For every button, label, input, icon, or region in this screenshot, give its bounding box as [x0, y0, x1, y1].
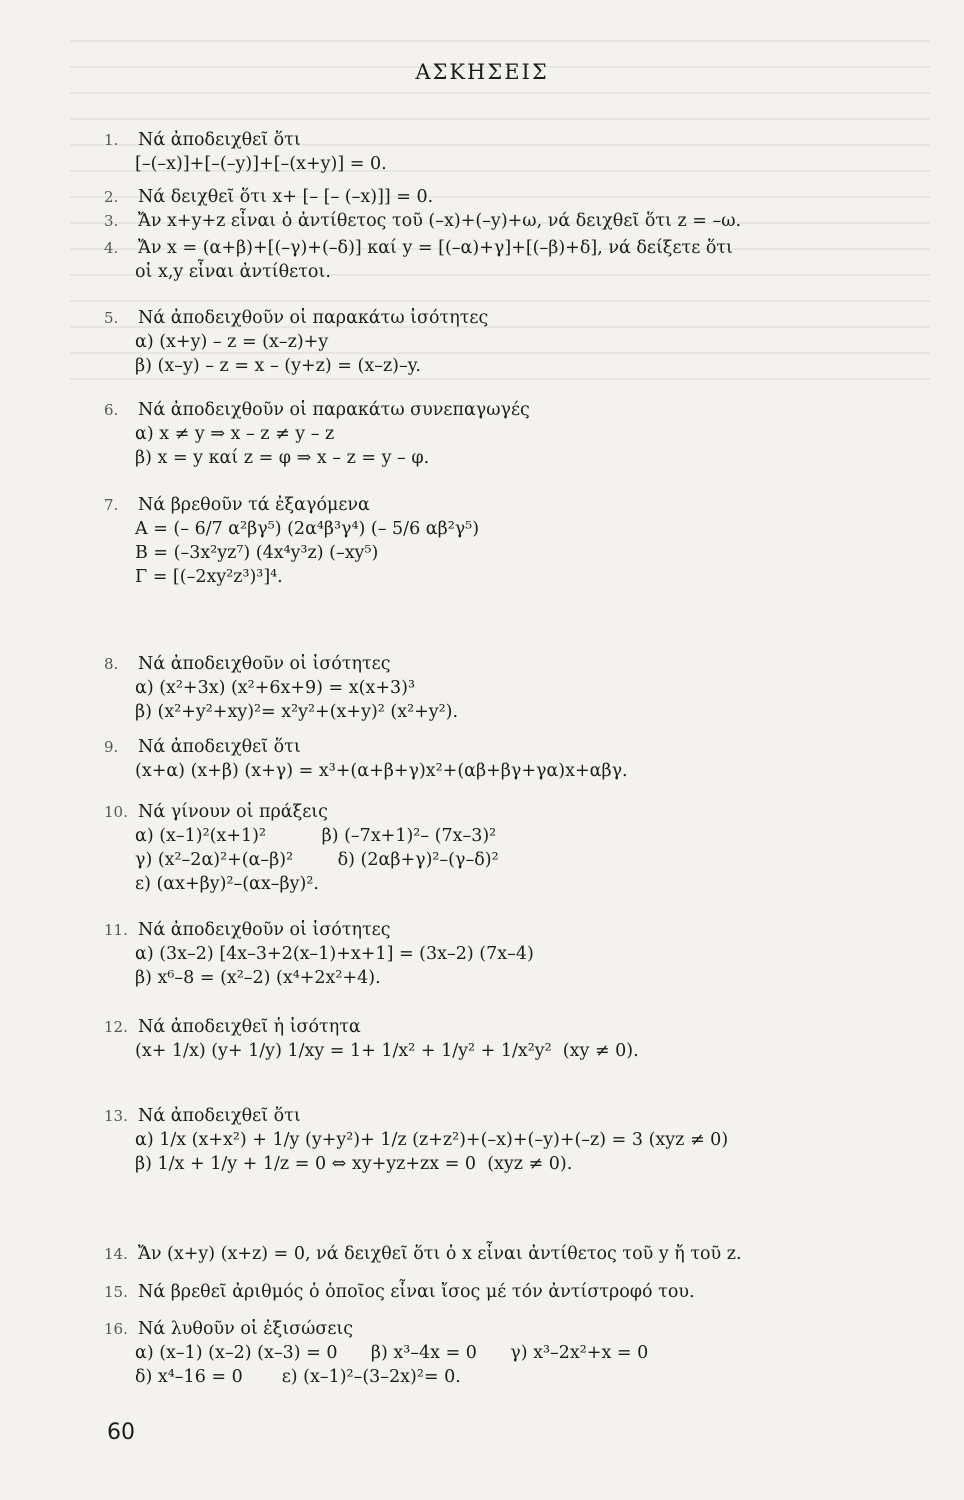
exercise-formula: α) x ≠ y ⇒ x – z ≠ y – z [135, 424, 335, 444]
exercise-statement: Νά βρεθοῦν τά ἐξαγόμενα [138, 495, 370, 515]
exercise-6 [104, 398, 934, 470]
exercise-14 [104, 1242, 934, 1266]
exercise-statement: Νά ἀποδειχθεῖ ὅτι [138, 1106, 301, 1126]
exercise-statement: Ἄν x+y+z εἶναι ὁ ἀντίθετος τοῦ (–x)+(–y)+ω, νά δειχθεῖ ὅτι z = –ω. [138, 211, 742, 231]
exercise-11 [104, 918, 934, 990]
exercise-formula: Β = (–3x²yz⁷) (4x⁴y³z) (–xy⁵) [135, 543, 379, 563]
exercise-number: 4. [104, 239, 119, 257]
exercise-formula: γ) (x²–2α)²+(α–β)² δ) (2αβ+γ)²–(γ–δ)² [135, 850, 499, 870]
exercise-formula: α) (3x–2) [4x–3+2(x–1)+x+1] = (3x–2) (7x–4) [135, 944, 534, 964]
exercise-statement: Ἄν (x+y) (x+z) = 0, νά δειχθεῖ ὅτι ὁ x εἶναι ἀντίθετος τοῦ y ἤ τοῦ z. [138, 1244, 742, 1264]
exercise-16 [104, 1317, 934, 1389]
exercise-formula: Γ = [(–2xy²z³)³]⁴. [135, 567, 283, 587]
exercise-statement: Νά ἀποδειχθεῖ ὅτι [138, 737, 301, 757]
exercise-formula: ε) (αx+βy)²–(αx–βy)². [135, 874, 319, 894]
exercise-statement: Νά ἀποδειχθεῖ ἡ ἰσότητα [138, 1017, 361, 1037]
exercise-number: 7. [104, 496, 119, 514]
exercise-formula: δ) x⁴–16 = 0 ε) (x–1)²–(3–2x)²= 0. [135, 1367, 461, 1387]
exercise-number: 5. [104, 309, 119, 327]
exercise-formula: β) 1/x + 1/y + 1/z = 0 ⇔ xy+yz+zx = 0 (xyz ≠ 0). [135, 1154, 573, 1174]
exercise-number: 11. [104, 921, 128, 939]
exercise-formula: β) (x²+y²+xy)²= x²y²+(x+y)² (x²+y²). [135, 702, 459, 722]
exercise-formula: α) (x–1)²(x+1)² β) (–7x+1)²– (7x–3)² [135, 826, 497, 846]
exercise-number: 3. [104, 212, 119, 230]
exercise-number: 9. [104, 738, 119, 756]
exercise-formula: α) 1/x (x+x²) + 1/y (y+y²)+ 1/z (z+z²)+(–x)+(–y)+(–z) = 3 (xyz ≠ 0) [135, 1130, 729, 1150]
page-title: ΑΣΚΗΣΕΙΣ [415, 60, 549, 84]
page-number: 60 [107, 1420, 135, 1445]
exercise-formula: β) x = y καί z = φ ⇒ x – z = y – φ. [135, 448, 430, 468]
exercise-10 [104, 800, 934, 896]
exercise-formula: (x+ 1/x) (y+ 1/y) 1/xy = 1+ 1/x² + 1/y² + 1/x²y² (xy ≠ 0). [135, 1041, 639, 1061]
exercise-statement: Νά γίνουν οἱ πράξεις [138, 802, 328, 822]
exercise-number: 14. [104, 1245, 128, 1263]
exercise-formula: α) (x²+3x) (x²+6x+9) = x(x+3)³ [135, 678, 415, 698]
exercise-statement: Νά ἀποδειχθοῦν οἱ παρακάτω ἰσότητες [138, 308, 489, 328]
exercise-15 [104, 1280, 934, 1304]
exercise-formula: Α = (– 6/7 α²βγ⁵) (2α⁴β³γ⁴) (– 5/6 αβ²γ⁵) [135, 519, 480, 539]
exercise-number: 10. [104, 803, 128, 821]
exercise-statement: Νά ἀποδειχθοῦν οἱ ἰσότητες [138, 654, 391, 674]
exercise-statement: Νά ἀποδειχθοῦν οἱ ἰσότητες [138, 920, 391, 940]
exercise-formula: α) (x+y) – z = (x–z)+y [135, 332, 329, 352]
exercise-formula: οἱ x,y εἶναι ἀντίθετοι. [135, 262, 331, 282]
exercise-number: 15. [104, 1283, 128, 1301]
exercise-4 [104, 236, 934, 284]
exercise-number: 12. [104, 1018, 128, 1036]
exercise-8 [104, 652, 934, 724]
exercise-formula: α) (x–1) (x–2) (x–3) = 0 β) x³–4x = 0 γ) x³–2x²+x = 0 [135, 1343, 649, 1363]
exercise-statement: Νά ἀποδειχθεῖ ὅτι [138, 130, 301, 150]
exercise-statement: Νά βρεθεῖ ἀριθμός ὁ ὁποῖος εἶναι ἴσος μέ τόν ἀντίστροφό του. [138, 1282, 695, 1302]
exercise-12 [104, 1015, 934, 1063]
exercise-formula: [–(–x)]+[–(–y)]+[–(x+y)] = 0. [135, 154, 387, 174]
exercise-number: 13. [104, 1107, 128, 1125]
exercise-statement: Ἄν x = (α+β)+[(–γ)+(–δ)] καί y = [(–α)+γ]+[(–β)+δ], νά δείξετε ὅτι [138, 238, 733, 258]
exercise-statement: Νά λυθοῦν οἱ ἐξισώσεις [138, 1319, 354, 1339]
exercise-number: 2. [104, 188, 119, 206]
exercise-formula: (x+α) (x+β) (x+γ) = x³+(α+β+γ)x²+(αβ+βγ+γα)x+αβγ. [135, 761, 628, 781]
exercise-formula: β) (x–y) – z = x – (y+z) = (x–z)–y. [135, 356, 421, 376]
exercise-2 [104, 185, 934, 209]
exercise-number: 8. [104, 655, 119, 673]
exercise-3 [104, 209, 934, 233]
exercise-formula: β) x⁶–8 = (x²–2) (x⁴+2x²+4). [135, 968, 381, 988]
exercise-number: 1. [104, 131, 119, 149]
exercise-1 [104, 128, 934, 176]
exercise-number: 16. [104, 1320, 128, 1338]
exercise-9 [104, 735, 934, 783]
exercise-statement: Νά ἀποδειχθοῦν οἱ παρακάτω συνεπαγωγές [138, 400, 530, 420]
exercise-5 [104, 306, 934, 378]
exercise-7 [104, 493, 934, 589]
exercise-13 [104, 1104, 934, 1176]
exercise-statement: Νά δειχθεῖ ὅτι x+ [– [– (–x)]] = 0. [138, 187, 434, 207]
exercise-number: 6. [104, 401, 119, 419]
